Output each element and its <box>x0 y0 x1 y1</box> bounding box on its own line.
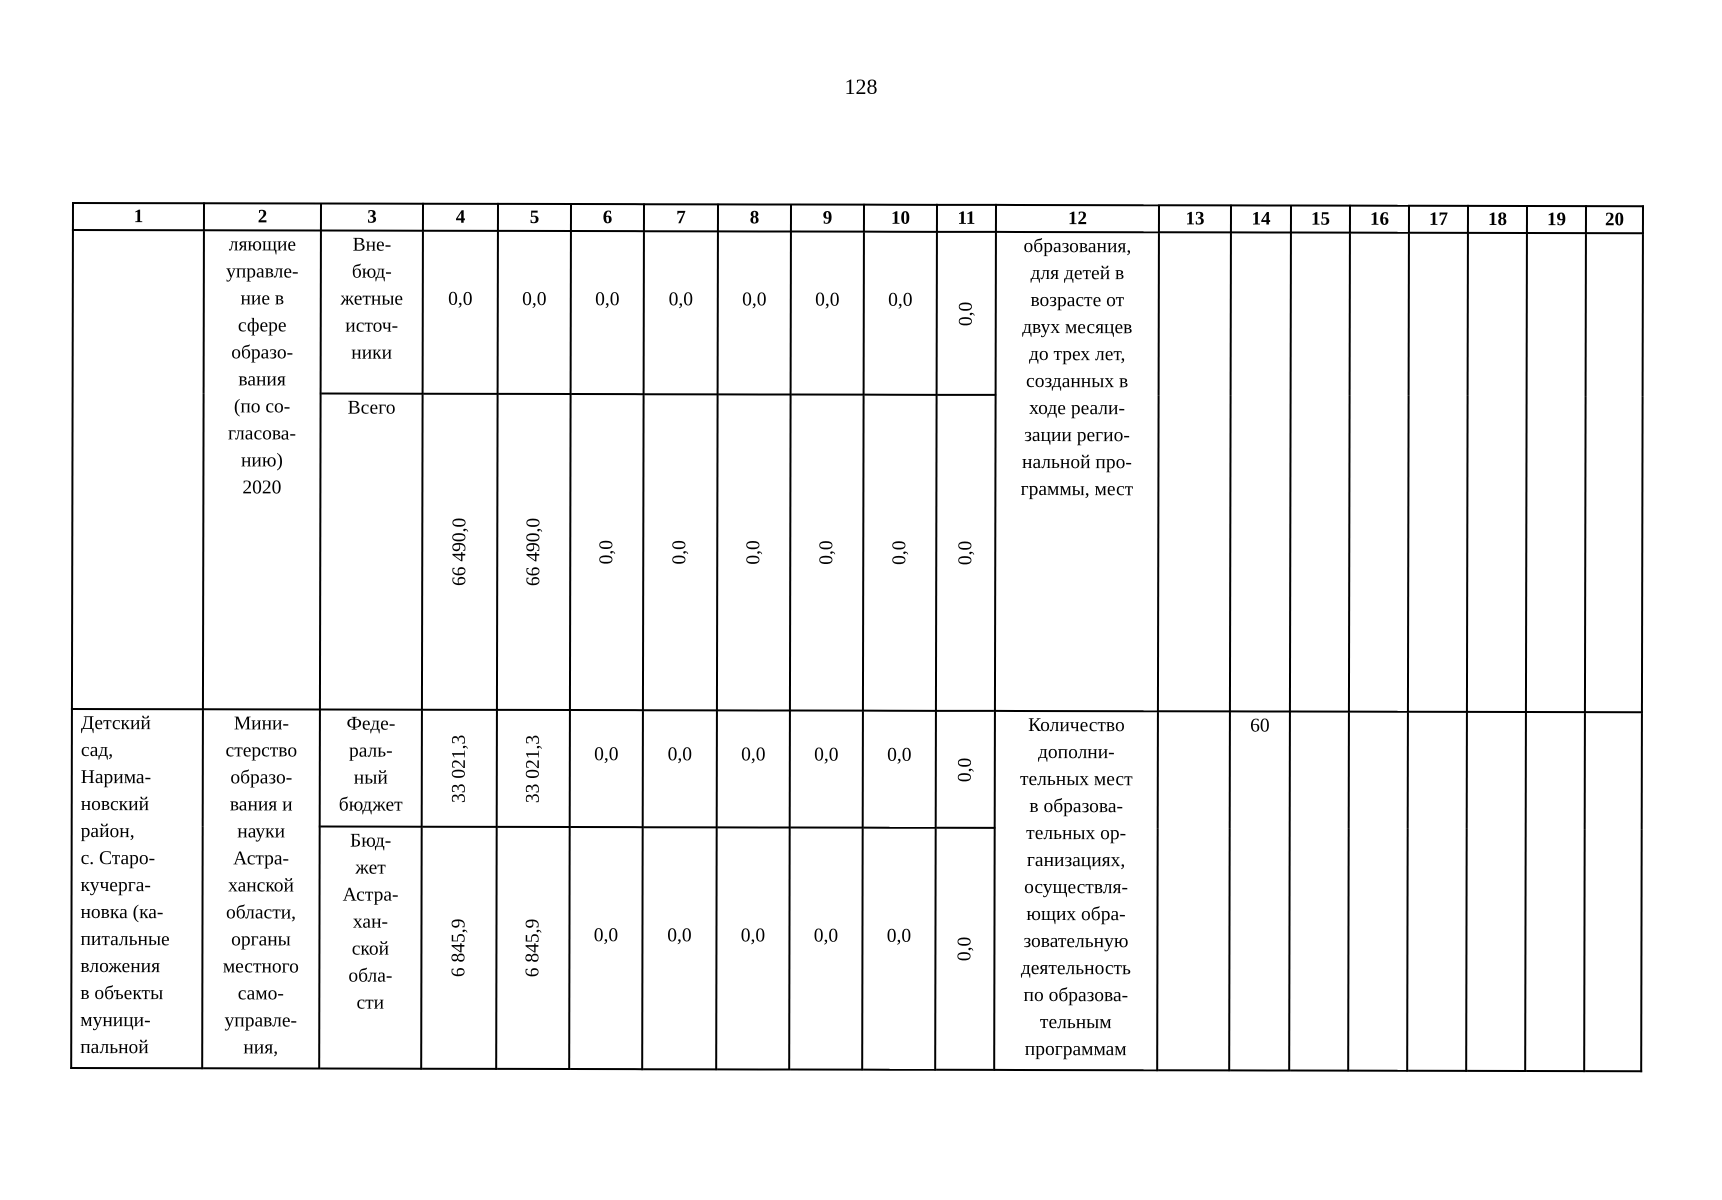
header-cell: 10 <box>864 205 937 232</box>
header-cell: 11 <box>937 205 996 232</box>
value-cell: 0,0 <box>570 710 643 827</box>
entity-cell <box>72 230 204 709</box>
value-cell-rotated: 0,0 <box>643 394 718 710</box>
value-cell: 0,0 <box>571 231 644 394</box>
value-cell: 0,0 <box>569 827 643 1069</box>
header-cell: 20 <box>1586 206 1643 233</box>
source-cell: Вне- бюд- жетные источ- ники <box>321 231 423 394</box>
empty-cell <box>1348 712 1408 1071</box>
value-cell: 0,0 <box>789 828 863 1070</box>
header-cell: 1 <box>73 203 204 230</box>
header-cell: 14 <box>1231 205 1291 232</box>
empty-cell <box>1290 233 1350 712</box>
header-cell: 9 <box>791 205 864 232</box>
table-row <box>73 230 1643 396</box>
value-cell: 60 <box>1229 711 1290 1070</box>
data-table <box>70 202 1644 1072</box>
header-cell: 15 <box>1291 206 1350 233</box>
value-cell: 0,0 <box>642 827 717 1069</box>
empty-cell <box>1585 233 1643 712</box>
value-cell: 0,0 <box>423 231 498 394</box>
header-cell: 3 <box>321 204 423 231</box>
source-cell: Феде- раль- ный бюджет <box>320 710 422 827</box>
value-cell-rotated: 33 021,3 <box>422 710 497 827</box>
empty-cell <box>1349 233 1409 712</box>
empty-cell <box>1230 232 1291 711</box>
value-cell-rotated: 0,0 <box>863 395 937 711</box>
header-cell: 13 <box>1159 205 1231 232</box>
value-cell: 0,0 <box>790 711 863 828</box>
source-cell: Всего <box>320 394 423 710</box>
value-cell: 0,0 <box>791 232 864 395</box>
value-cell-rotated: 0,0 <box>570 394 644 710</box>
entity-cell: Детский сад, Нарима- новский район, с. Старо- кучерга- новка (ка- питальные вложения в объекты муници- пальной <box>71 709 203 1068</box>
empty-cell <box>1467 233 1527 712</box>
empty-cell <box>1157 711 1230 1070</box>
source-cell: Бюд- жет Астра- хан- ской обла- сти <box>319 827 422 1069</box>
page-number: 128 <box>844 74 878 99</box>
value-cell-rotated: 6 845,9 <box>496 827 570 1069</box>
value-cell-rotated: 66 490,0 <box>497 394 571 710</box>
value-cell-rotated: 0,0 <box>936 711 995 828</box>
value-cell: 0,0 <box>862 828 936 1070</box>
empty-cell <box>1407 712 1467 1071</box>
empty-cell <box>1525 712 1585 1071</box>
header-cell: 5 <box>498 204 571 231</box>
value-cell-rotated: 33 021,3 <box>497 710 570 827</box>
header-cell: 16 <box>1350 206 1409 233</box>
value-cell-rotated: 0,0 <box>790 395 864 711</box>
empty-cell <box>1526 233 1586 712</box>
empty-cell <box>1289 712 1349 1071</box>
value-cell: 0,0 <box>863 711 936 828</box>
empty-cell <box>1466 712 1526 1071</box>
indicator-cell: Количество дополни- тельных мест в образова- тельных ор- ганизациях, осуществля- ющих обра- зовательную деятельность по образова- тельным программам <box>994 711 1158 1070</box>
value-cell: 0,0 <box>498 231 571 394</box>
header-cell: 12 <box>996 205 1159 232</box>
header-cell: 6 <box>571 204 644 231</box>
value-cell-rotated: 66 490,0 <box>422 394 498 710</box>
empty-cell <box>1584 712 1642 1071</box>
value-cell-rotated: 0,0 <box>936 395 996 711</box>
value-cell: 0,0 <box>718 231 791 394</box>
value-cell: 0,0 <box>864 232 937 395</box>
value-cell: 0,0 <box>644 231 718 394</box>
header-cell: 7 <box>644 204 718 231</box>
value-cell-rotated: 0,0 <box>937 232 996 395</box>
empty-cell <box>1408 233 1468 712</box>
value-cell-rotated: 0,0 <box>935 828 995 1070</box>
value-cell-rotated: 6 845,9 <box>421 827 497 1069</box>
value-cell-rotated: 0,0 <box>717 394 791 710</box>
table-row <box>72 709 1642 829</box>
executor-cell: Мини- стерство образо- вания и науки Астра- ханской области, органы местного само- управле- ния, <box>202 709 320 1068</box>
header-cell: 2 <box>204 203 321 230</box>
header-cell: 17 <box>1409 206 1468 233</box>
value-cell: 0,0 <box>717 710 790 827</box>
header-cell: 18 <box>1468 206 1527 233</box>
value-cell: 0,0 <box>716 827 790 1069</box>
indicator-cell: образования, для детей в возрасте от двух месяцев до трех лет, созданных в ходе реали- зации регио- нальной про- граммы, мест <box>995 232 1159 711</box>
value-cell: 0,0 <box>643 710 717 827</box>
header-cell: 8 <box>718 204 791 231</box>
header-row <box>73 203 1643 233</box>
empty-cell <box>1158 232 1231 711</box>
header-cell: 4 <box>423 204 498 231</box>
executor-cell: ляющие управле- ние в сфере образо- вания (по со- гласова- нию) 2020 <box>203 230 321 709</box>
header-cell: 19 <box>1527 206 1586 233</box>
